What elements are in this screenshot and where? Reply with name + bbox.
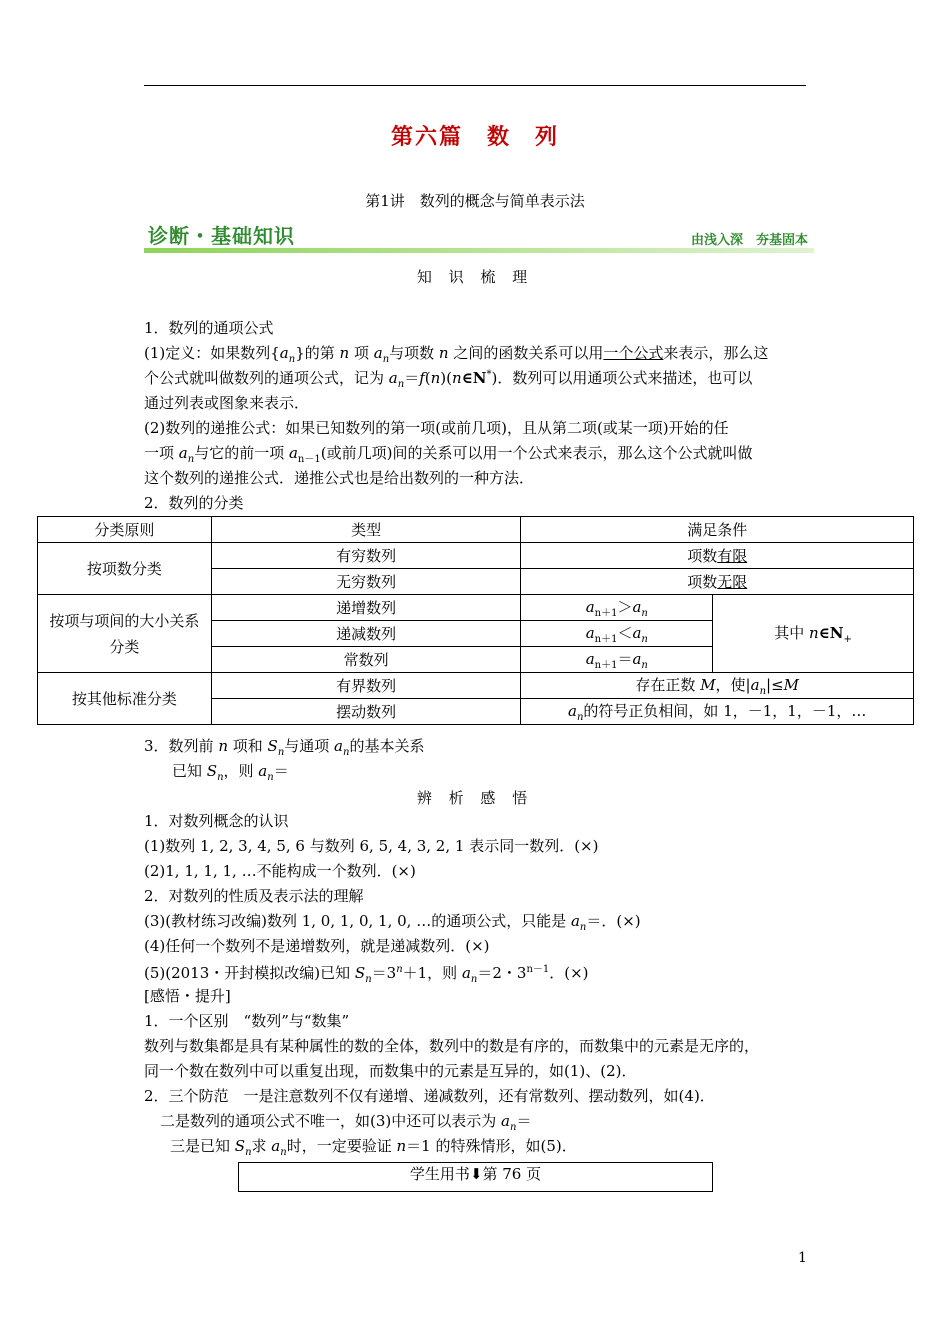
paragraph-definition-3: 通过列表或图象来表示．: [144, 394, 310, 412]
section-banner: [144, 220, 814, 254]
arrow-down-icon: ⬇: [469, 1165, 483, 1183]
table-row: [38, 543, 914, 569]
paragraph-definition-2: 个公式就叫做数列的通项公式，记为 $a_n=f(n)(n\in N^*)$．数列可以用通项公式来描述，也可以: [144, 369, 753, 390]
heading-classification: 2．数列的分类: [144, 494, 244, 512]
banner-left-text: 诊断・基础知识: [148, 224, 295, 248]
table-cell-relation: $a_{n+1}=a_n$: [521, 647, 713, 673]
table-cell-type: 无穷数列: [211, 569, 521, 595]
table-cell-relation: $a_{n+1}>a_n$: [521, 595, 713, 621]
section-heading-analysis: 辨 析 感 悟: [416, 789, 534, 807]
analysis-heading-1: 1．对数列概念的认识: [144, 812, 289, 830]
table-header: 分类原则: [38, 517, 212, 543]
table-cell-condition: 存在正数 M，使$|a_n|\le M$: [521, 673, 914, 699]
paragraph-recursive-1: (2)数列的递推公式：如果已知数列的第一项(或前几项)，且从第二项(或某一项)开始的任: [144, 419, 729, 437]
paragraph-recursive-2: 一项 $a_n$与它的前一项 $a_{n-1}$(或前几项)间的关系可以用一个公式来表示，那么这个公式就叫做: [144, 444, 753, 465]
analysis-item-3: (3)(教材练习改编)数列 1, 0, 1, 0, 1, 0, …的通项公式，只能是 $a_n=$．(×): [144, 912, 641, 933]
table-cell-type: 摆动数列: [211, 699, 521, 725]
analysis-item-4: (4)任何一个数列不是递增数列，就是递减数列．(×): [144, 937, 490, 955]
table-cell-type: 递减数列: [211, 621, 521, 647]
section-heading-knowledge: 知 识 梳 理: [416, 268, 534, 286]
analysis-item-1: (1)数列 1, 2, 3, 4, 5, 6 与数列 6, 5, 4, 3, 2, 1 表示同一数列．(×): [144, 837, 599, 855]
table-cell-principle: 按项与项间的大小关系分类: [38, 595, 212, 673]
table-cell-condition: 项数无限: [521, 569, 914, 595]
table-cell-principle: 按其他标准分类: [38, 673, 212, 725]
page-number: 1: [798, 1250, 807, 1266]
table-cell-type: 有界数列: [211, 673, 521, 699]
paragraph-recursive-3: 这个数列的递推公式．递推公式也是给出数列的一种方法．: [144, 469, 535, 487]
insight-heading-2: 2．三个防范 一是注意数列不仅有递增、递减数列，还有常数列、摆动数列，如(4)．: [144, 1087, 715, 1105]
insight-text-1: 数列与数集都是具有某种属性的数的全体，数列中的数是有序的，而数集中的元素是无序的，: [144, 1037, 760, 1055]
classification-table: [37, 516, 914, 725]
analysis-heading-2: 2．对数列的性质及表示法的理解: [144, 887, 364, 905]
table-header-row: [38, 517, 914, 543]
lesson-subtitle: 第1讲 数列的概念与简单表示法: [365, 192, 585, 210]
table-cell-type: 常数列: [211, 647, 521, 673]
sum-relation-text: 已知 $S_n$，则 $a_n=$: [172, 762, 289, 783]
table-cell-relation: $a_{n+1}<a_n$: [521, 621, 713, 647]
insight-text-4: 三是已知 $S_n$求 $a_n$时，一定要验证 n＝1 的特殊情形，如(5)．: [170, 1137, 577, 1158]
analysis-item-2: (2)1, 1, 1, 1, …不能构成一个数列．(×): [144, 862, 416, 880]
table-header: 满足条件: [521, 517, 914, 543]
insight-text-3: 二是数列的通项公式不唯一，如(3)中还可以表示为 $a_n=$: [160, 1112, 532, 1133]
student-book-reference: 学生用书⬇第 76 页: [238, 1162, 713, 1192]
analysis-item-5: (5)(2013・开封模拟改编)已知 $S_n=3^n+1$，则 $a_n=2$・$3^{n-1}$．(×): [144, 964, 589, 985]
banner-bar: [144, 248, 814, 253]
table-cell-type: 递增数列: [211, 595, 521, 621]
heading-sum-relation: 3．数列前 n 项和 $S_n$与通项 $a_n$的基本关系: [144, 737, 425, 758]
table-cell-condition-n: 其中 $n\in N_+$: [713, 595, 914, 673]
insight-text-2: 同一个数在数列中可以重复出现，而数集中的元素是互异的，如(1)、(2)．: [144, 1062, 637, 1080]
table-cell-type: 有穷数列: [211, 543, 521, 569]
banner-right-text: 由浅入深 夯基固本: [690, 233, 808, 248]
table-cell-principle: 按项数分类: [38, 543, 212, 595]
table-row: [38, 595, 914, 621]
page-title: 第六篇 数 列: [390, 124, 559, 150]
table-row: [38, 673, 914, 699]
top-rule: [144, 85, 806, 86]
insight-heading-1: 1．一个区别 “数列”与“数集”: [144, 1012, 350, 1030]
table-cell-condition: $a_n$的符号正负相间，如 1，－1，1，－1，…: [521, 699, 914, 725]
insight-tag: [感悟・提升]: [144, 987, 231, 1005]
heading-general-term: 1．数列的通项公式: [144, 319, 274, 337]
paragraph-definition-1: (1)定义：如果数列$\{a_n\}$的第 n 项 $a_n$与项数 n 之间的函数关系可以用一个公式来表示，那么这: [144, 344, 769, 365]
table-header: 类型: [211, 517, 521, 543]
table-cell-condition: 项数有限: [521, 543, 914, 569]
